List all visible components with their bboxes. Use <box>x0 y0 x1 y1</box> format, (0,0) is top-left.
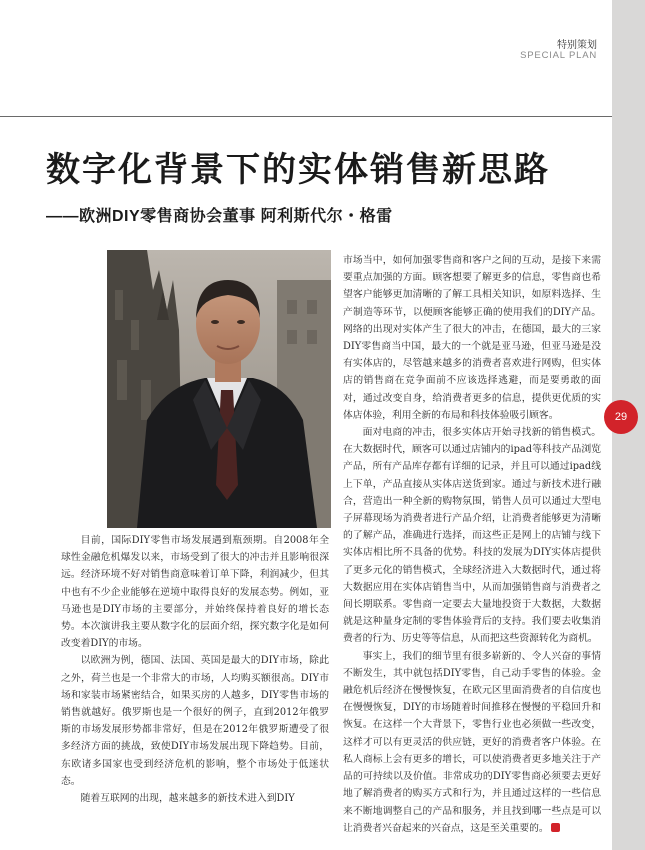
paragraph-text: 事实上，我们的细节里有很多崭新的、令人兴奋的事情不断发生，其中就包括DIY零售，自己动手零售的体验。金融危机后经济在慢慢恢复，在欧元区里面消费者的自信度也在慢慢恢复，DIY的市场随着时间推移在慢慢的平稳回升和恢复。在这样一个大背景下，零售行业也必须做一些改变，这样才可以有更灵活的供应链，更好的消费者客户体验。在私人商标上会有更多的增长，可以使消费者更多地关注于产品的可持续以及价值。非常成功的DIY零售商必须要去更好地了解消费者的购买方式和行为，并且通过这样的一些信息来不断地调整自己的产品和服务，并且找到哪一些点是可以让消费者兴奋起来的兴奋点，这是至关重要的。 <box>343 650 601 834</box>
section-label-cn: 特别策划 <box>557 40 597 51</box>
portrait-photo <box>107 250 331 528</box>
article-subtitle: ——欧洲DIY零售商协会董事 阿利斯代尔・格雷 <box>46 208 393 225</box>
left-text-column <box>61 532 329 807</box>
header-divider <box>0 116 612 117</box>
paragraph: 市场当中，如何加强零售商和客户之间的互动，是接下来需要重点加强的方面。顾客想要了解更多的信息，零售商也希望客户能够更加清晰的了解工具相关知识，如原料选择、生产制造等环节，以便顾客能够正确的使用我们的DIY产品。网络的出现对实体产生了很大的冲击，在德国，最大的三家DIY零售商当中国，最大的一个就是亚马逊，但亚马逊是没有实体店的，尽管越来越多的消费者喜欢进行网购，但实体店的销售商在竞争面前不应该选择逃避，而是要勇敢的面对，通过改变自身，给消费者更多的信息，提供更优质的实体店体验，利用全新的布局和科技体验吸引顾客。 <box>343 255 601 421</box>
page-number-badge: 29 <box>604 400 638 434</box>
paragraph: 面对电商的冲击，很多实体店开始寻找新的销售模式。在大数据时代，顾客可以通过店铺内的ipad等科技产品浏览产品，所有产品库存都有详细的记录，并且可以通过ipad线上下单，产品直接从实体店送货到家。通过与新技术进行融合，营造出一种全新的购物氛围，销售人员可以通过大型电子屏幕现场为消费者进行产品介绍，让消费者能够更为清晰的了解产品，准确进行选择，而这些正是网上的店铺与线下实体店相比所不具备的优势。科技的发展为DIY实体店提供了更多元化的销售模式，全球经济进入大数据时代，通过将大数据应用在实体店销售当中，从而加强销售商与消费者之间长期联系。零售商一定要去大量地投资于大数据，大数据就是这种量身定制的零售体验背后的支持。我们要去收集消费者的行为、历史等等信息，从而把这些资源转化为商机。 <box>343 427 601 645</box>
end-of-article-icon <box>551 823 560 832</box>
paragraph: 随着互联网的出现，越来越多的新技术进入到DIY <box>80 793 295 805</box>
right-text-column <box>343 252 601 837</box>
paragraph: 以欧洲为例，德国、法国、英国是最大的DIY市场，除此之外，荷兰也是一个非常大的市场，人均购买额很高。DIY市场和家装市场紧密结合，如果买房的人越多，DIY零售市场的销售就越好。俄罗斯也是一个很好的例子，直到2012年俄罗斯的市场发展形势都非常好，但是在2012年俄罗斯遭受了很多经济方面的挑战，致使DIY市场发展出现下降趋势。目前，东欧诸多国家也受到经济危机的影响，整个市场处于低迷状态。 <box>61 655 329 787</box>
section-label-en: SPECIAL PLAN <box>520 50 597 61</box>
article-title: 数字化背景下的实体销售新思路 <box>46 150 550 190</box>
paragraph <box>343 648 601 837</box>
paragraph: 目前，国际DIY零售市场发展遇到瓶颈期。自2008年全球性金融危机爆发以来，市场受到了很大的冲击并且影响很深远。经济环境不好对销售商意味着订单下降，利润减少，但其中也有不少企业能够在逆境中取得良好的发展态势。例如，亚马逊也是DIY市场的主要部分，并始终保持着良好的增长态势。本次演讲我主要从数字化的层面介绍，探究数字化是如何改变着DIY的市场。 <box>61 535 329 650</box>
